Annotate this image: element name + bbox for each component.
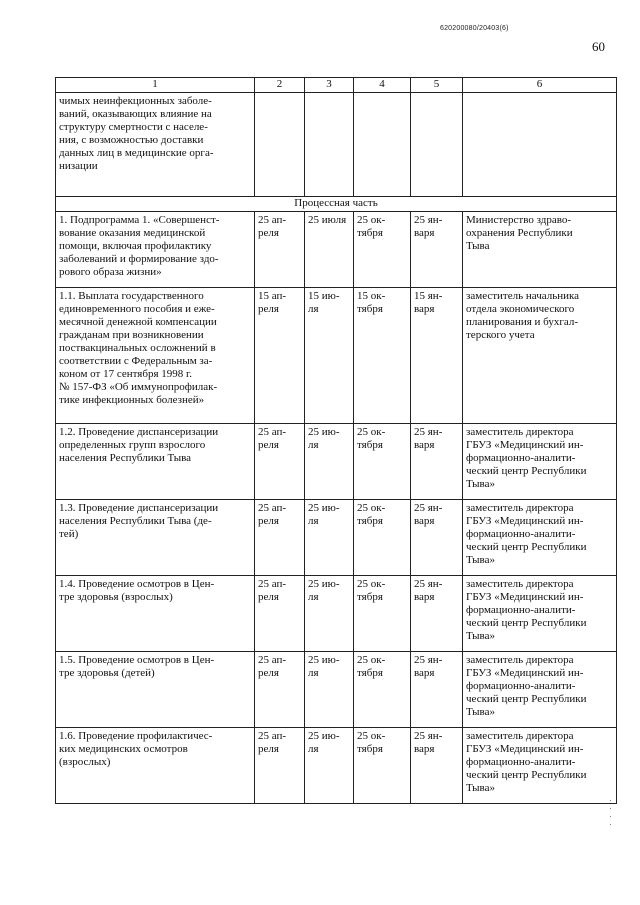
responsible: заместитель директора ГБУЗ «Медицинский ин- формационно-аналити- ческий центр Республики Тыва» [463, 500, 617, 576]
plan-table [55, 77, 617, 804]
deadline-q1: 25 ап- реля [255, 728, 305, 804]
table-row [56, 576, 617, 652]
deadline-q1: 25 ап- реля [255, 652, 305, 728]
table-row [56, 652, 617, 728]
measure-name: 1.1. Выплата государственного единовременного пособия и еже- месячной денежной компенсации гражданам при возникновении поствакцинальных осложнений в соответствии с Федеральным за- коном от 17 сентября 1998 г. № 157-ФЗ «Об иммунопрофилак- тике инфекционных болезней» [56, 288, 255, 424]
page-number: 60 [592, 39, 605, 54]
deadline-q2: 15 ию- ля [305, 288, 354, 424]
deadline-q4: 25 ян- варя [411, 212, 463, 288]
deadline-q3: 25 ок- тября [354, 728, 411, 804]
deadline-q1: 25 ап- реля [255, 576, 305, 652]
deadline-q2: 25 ию- ля [305, 424, 354, 500]
deadline-q1: 25 ап- реля [255, 500, 305, 576]
deadline-q2: 25 ию- ля [305, 652, 354, 728]
deadline-q4: 25 ян- варя [411, 424, 463, 500]
deadline-q2: 25 ию- ля [305, 728, 354, 804]
table-row [56, 424, 617, 500]
measure-name: 1.6. Проведение профилактичес- ких медицинских осмотров (взрослых) [56, 728, 255, 804]
column-header: 2 [255, 78, 305, 93]
deadline-q3: 25 ок- тября [354, 500, 411, 576]
deadline-q2: 25 ию- ля [305, 500, 354, 576]
header-row [56, 78, 617, 93]
measure-name: 1. Подпрограмма 1. «Совершенст- вование оказания медицинской помощи, включая профилактику заболеваний и формирование здо- рового образа жизни» [56, 212, 255, 288]
section-row [56, 197, 617, 212]
empty-cell [255, 93, 305, 197]
deadline-q4: 15 ян- варя [411, 288, 463, 424]
measure-name: 1.5. Проведение осмотров в Цен- тре здоровья (детей) [56, 652, 255, 728]
section-title: Процессная часть [56, 197, 617, 212]
measure-name: 1.3. Проведение диспансеризации населения Республики Тыва (де- тей) [56, 500, 255, 576]
responsible: заместитель директора ГБУЗ «Медицинский ин- формационно-аналити- ческий центр Республики Тыва» [463, 576, 617, 652]
empty-cell [411, 93, 463, 197]
responsible: заместитель директора ГБУЗ «Медицинский ин- формационно-аналити- ческий центр Республики Тыва» [463, 728, 617, 804]
column-header: 5 [411, 78, 463, 93]
deadline-q4: 25 ян- варя [411, 652, 463, 728]
deadline-q1: 25 ап- реля [255, 424, 305, 500]
scan-specks [610, 800, 612, 840]
table-row [56, 728, 617, 804]
responsible: заместитель директора ГБУЗ «Медицинский ин- формационно-аналити- ческий центр Республики Тыва» [463, 424, 617, 500]
deadline-q2: 25 июля [305, 212, 354, 288]
responsible: заместитель директора ГБУЗ «Медицинский ин- формационно-аналити- ческий центр Республики Тыва» [463, 652, 617, 728]
measure-name: чимых неинфекционных заболе- ваний, оказывающих влияние на структуру смертности с населе- ния, с возможностью доставки данных лиц в медицинские орга- низации [56, 93, 255, 197]
deadline-q2: 25 ию- ля [305, 576, 354, 652]
column-header: 1 [56, 78, 255, 93]
responsible: заместитель начальника отдела экономического планирования и бухгал- терского учета [463, 288, 617, 424]
table-row [56, 288, 617, 424]
deadline-q3: 25 ок- тября [354, 424, 411, 500]
deadline-q4: 25 ян- варя [411, 728, 463, 804]
measure-name: 1.4. Проведение осмотров в Цен- тре здоровья (взрослых) [56, 576, 255, 652]
deadline-q4: 25 ян- варя [411, 576, 463, 652]
empty-cell [305, 93, 354, 197]
deadline-q3: 25 ок- тября [354, 652, 411, 728]
column-header: 6 [463, 78, 617, 93]
empty-cell [354, 93, 411, 197]
empty-cell [463, 93, 617, 197]
deadline-q3: 25 ок- тября [354, 212, 411, 288]
deadline-q1: 15 ап- реля [255, 288, 305, 424]
deadline-q3: 25 ок- тября [354, 576, 411, 652]
measure-name: 1.2. Проведение диспансеризации определенных групп взрослого населения Республики Тыва [56, 424, 255, 500]
table-row [56, 212, 617, 288]
deadline-q4: 25 ян- варя [411, 500, 463, 576]
table-row [56, 500, 617, 576]
deadline-q3: 15 ок- тября [354, 288, 411, 424]
deadline-q1: 25 ап- реля [255, 212, 305, 288]
document-id: 620200080/20403(6) [440, 25, 509, 32]
responsible: Министерство здраво- охранения Республики Тыва [463, 212, 617, 288]
column-header: 3 [305, 78, 354, 93]
table-row [56, 93, 617, 197]
column-header: 4 [354, 78, 411, 93]
